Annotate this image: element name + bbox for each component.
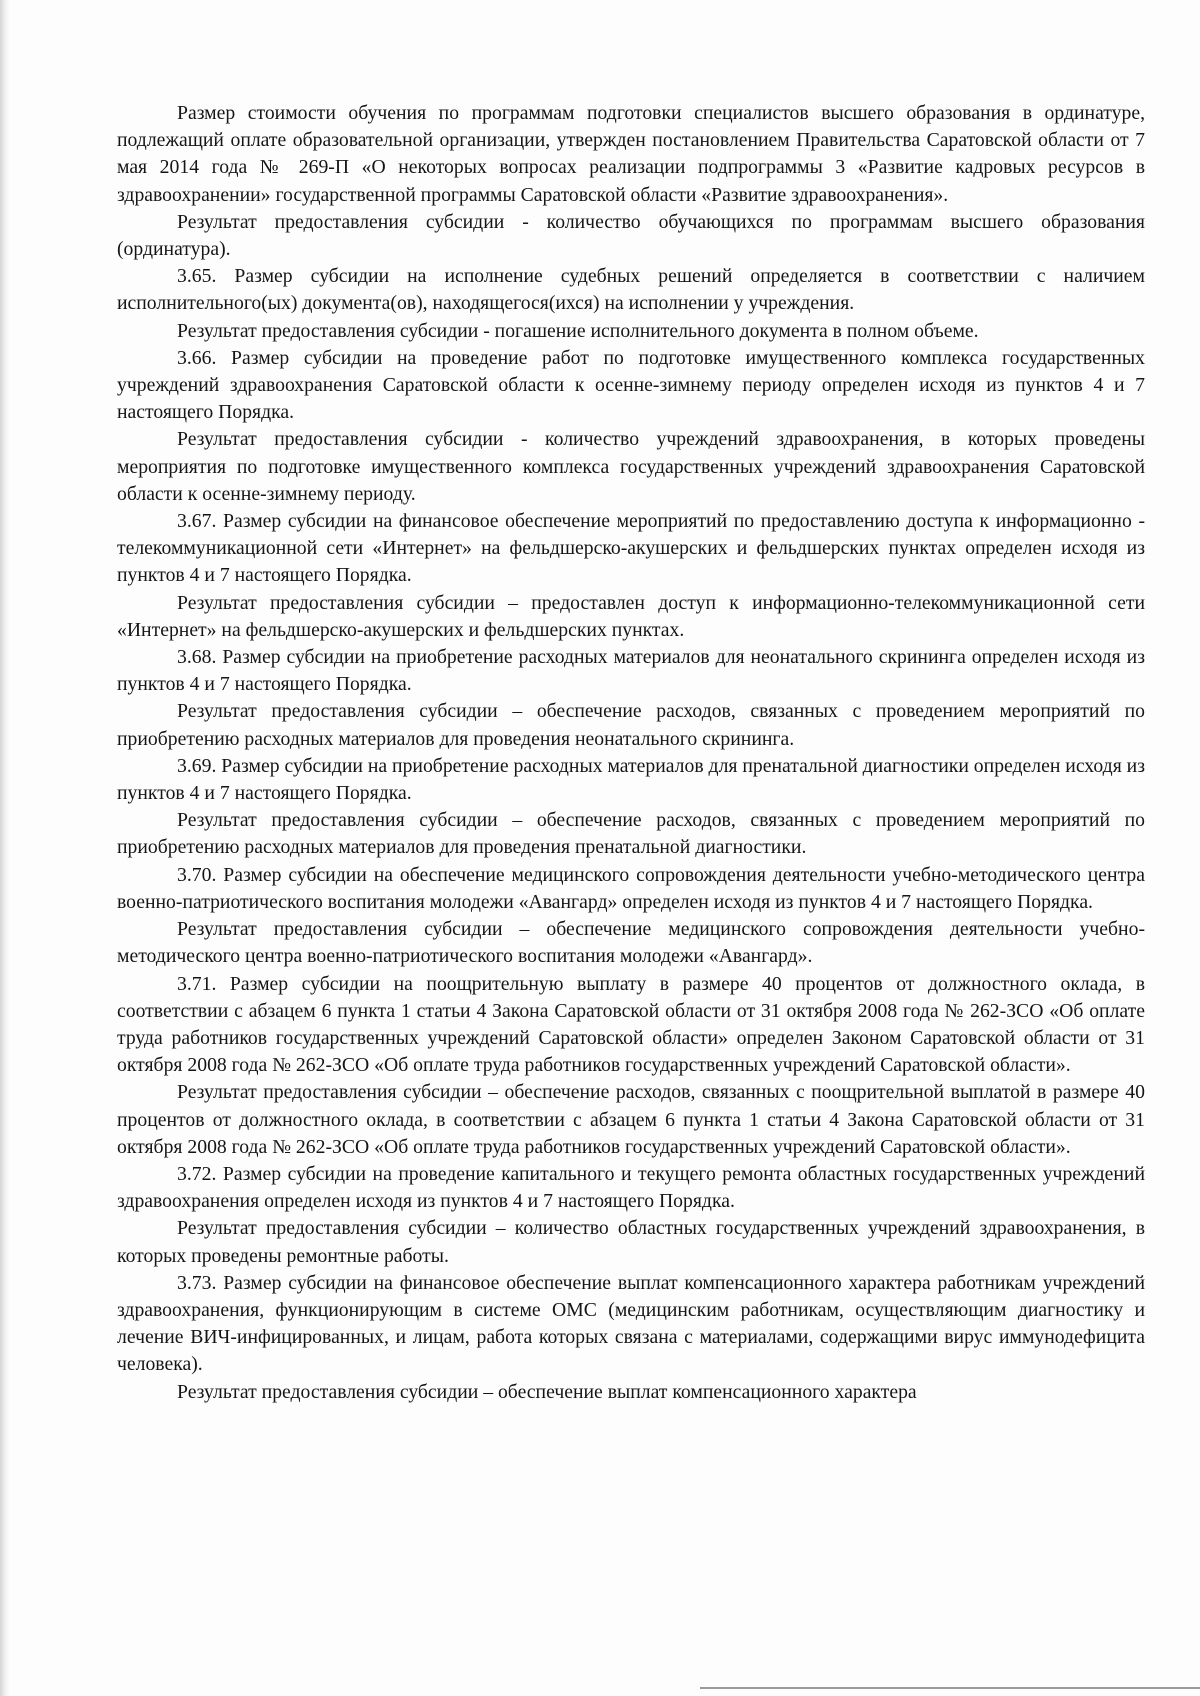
paragraph-6: Результат предоставления субсидии - количество учреждений здравоохранения, в которых проведены мероприятия по подготовке имущественного комплекса государственных учреждений здравоохранения Саратовской области к осенне-зимнему периоду. [117, 428, 1145, 505]
paragraph-8: Результат предоставления субсидии – предоставлен доступ к информационно-телекоммуникационной сети «Интернет» на фельдшерско-акушерских и фельдшерских пунктах. [117, 591, 1145, 641]
paragraph-18: Результат предоставления субсидии – количество областных государственных учреждений здравоохранения, в которых проведены ремонтные работы. [117, 1217, 1145, 1267]
paragraph-3-71: 3.71. Размер субсидии на поощрительную выплату в размере 40 процентов от должностного оклада, в соответствии с абзацем 6 пункта 1 статьи 4 Закона Саратовской области от 31 октября 2008 года № 262-ЗСО «Об оплате труда работников государственных учреждений Саратовской области» определен Законом Саратовской области от 31 октября 2008 года № 262-ЗСО «Об оплате труда работников государственных учреждений Саратовской области». [117, 972, 1145, 1077]
paragraph-3-67: 3.67. Размер субсидии на финансовое обеспечение мероприятий по предоставлению доступа к информационно - телекоммуникационной сети «Интернет» на фельдшерско-акушерских и фельдшерских пунктах определен исходя из пунктов 4 и 7 настоящего Порядка. [117, 510, 1145, 587]
paragraph-12: Результат предоставления субсидии – обеспечение расходов, связанных с проведением мероприятий по приобретению расходных материалов для проведения пренатальной диагностики. [117, 809, 1145, 859]
paragraph-2: Результат предоставления субсидии - количество обучающихся по программам высшего образования (ординатура). [117, 210, 1145, 261]
paragraph-20: Результат предоставления субсидии – обеспечение выплат компенсационного характера [177, 1380, 917, 1403]
scan-artifact-line [700, 1687, 1200, 1689]
paragraph-3-68: 3.68. Размер субсидии на приобретение расходных материалов для неонатального скрининга определен исходя из пунктов 4 и 7 настоящего Порядка. [117, 646, 1145, 696]
paragraph-16: Результат предоставления субсидии – обеспечение расходов, связанных с поощрительной выплатой в размере 40 процентов от должностного оклада, в соответствии с абзацем 6 пункта 1 статьи 4 Закона Саратовской области от 31 октября 2008 года № 262-ЗСО «Об оплате труда работников государственных учреждений Саратовской области». [117, 1081, 1145, 1158]
paragraph-3-72: 3.72. Размер субсидии на проведение капитального и текущего ремонта областных государственных учреждений здравоохранения определен исходя из пунктов 4 и 7 настоящего Порядка. [117, 1162, 1145, 1213]
scan-shadow-edge [0, 0, 10, 1696]
paragraph-3-69: 3.69. Размер субсидии на приобретение расходных материалов для пренатальной диагностики определен исходя из пунктов 4 и 7 настоящего Порядка. [117, 754, 1145, 805]
paragraph-4: Результат предоставления субсидии - погашение исполнительного документа в полном объеме. [177, 319, 979, 342]
document-body [117, 100, 1145, 1406]
paragraph-3-70: 3.70. Размер субсидии на обеспечение медицинского сопровождения деятельности учебно-методического центра военно-патриотического воспитания молодежи «Авангард» определен исходя из пунктов 4 и 7 настоящего Порядка. [117, 863, 1145, 913]
paragraph-3-66: 3.66. Размер субсидии на проведение работ по подготовке имущественного комплекса государственных учреждений здравоохранения Саратовской области к осенне-зимнему периоду определен исходя из пунктов 4 и 7 настоящего Порядка. [117, 346, 1145, 424]
paragraph-1: Размер стоимости обучения по программам подготовки специалистов высшего образования в ординатуре, подлежащий оплате образовательной организации, утвержден постановлением Правительства Саратовской области от 7 мая 2014 года № 269-П «О некоторых вопросах реализации подпрограммы 3 «Развитие кадровых ресурсов в здравоохранении» государственной программы Саратовской области «Развитие здравоохранения». [117, 102, 1145, 206]
paragraph-3-65: 3.65. Размер субсидии на исполнение судебных решений определяется в соответствии с наличием исполнительного(ых) документа(ов), находящегося(ихся) на исполнении у учреждения. [117, 265, 1145, 315]
paragraph-14: Результат предоставления субсидии – обеспечение медицинского сопровождения деятельности учебно-методического центра военно-патриотического воспитания молодежи «Авангард». [117, 918, 1145, 968]
paragraph-3-73: 3.73. Размер субсидии на финансовое обеспечение выплат компенсационного характера работникам учреждений здравоохранения, функционирующим в системе ОМС (медицинским работникам, осуществляющим диагностику и лечение ВИЧ-инфицированных, и лицам, работа которых связана с материалами, содержащими вирус иммунодефицита человека). [117, 1271, 1145, 1376]
paragraph-10: Результат предоставления субсидии – обеспечение расходов, связанных с проведением мероприятий по приобретению расходных материалов для проведения неонатального скрининга. [117, 700, 1145, 750]
